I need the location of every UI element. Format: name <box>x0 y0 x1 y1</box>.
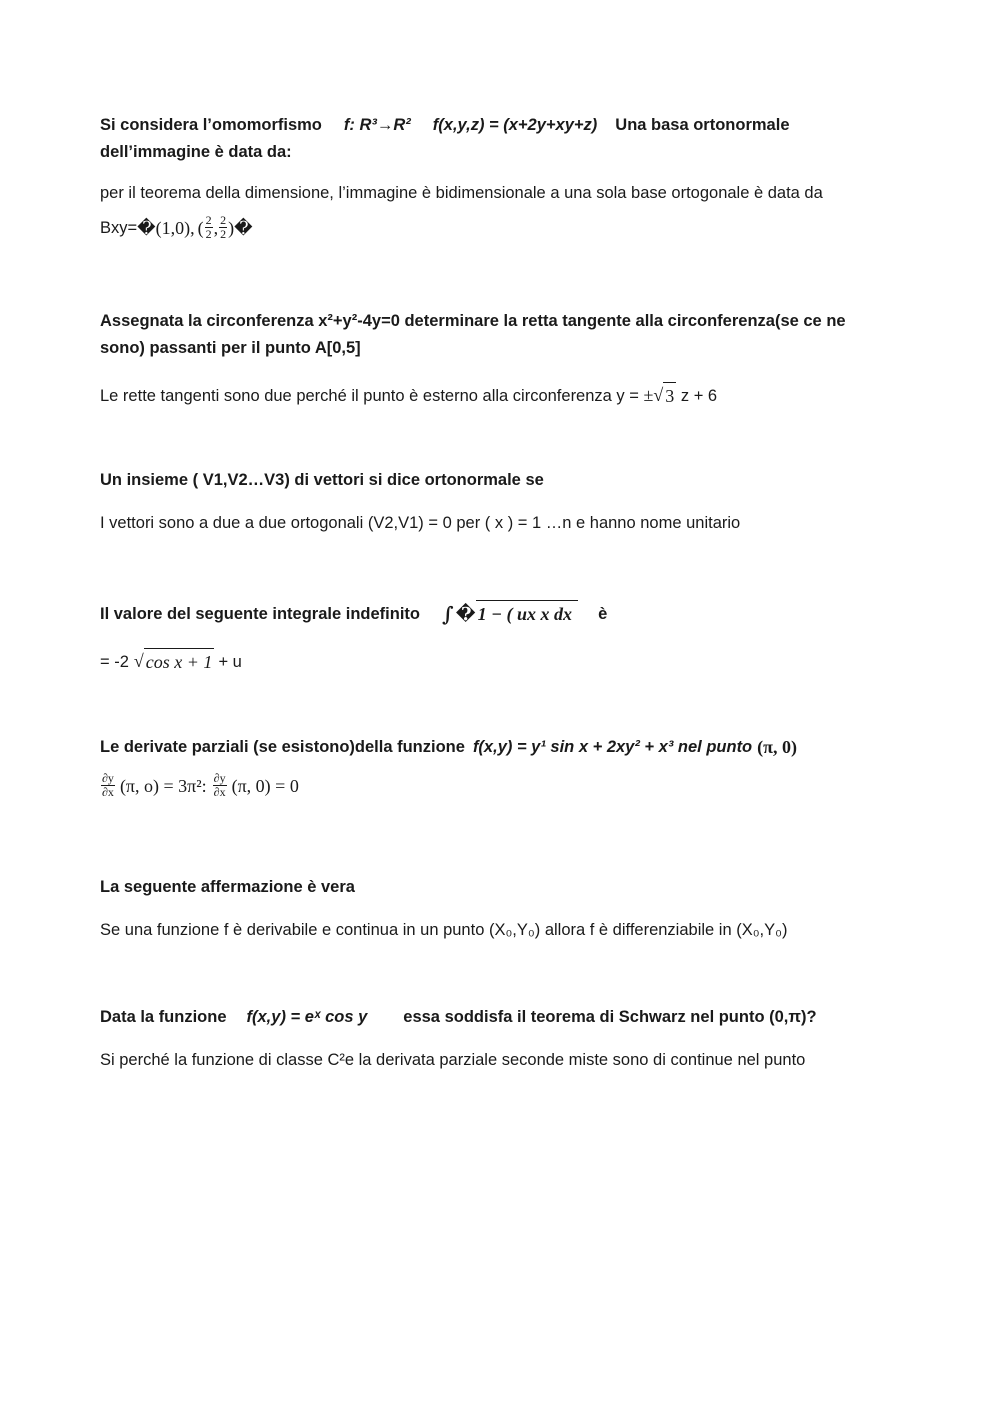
question-1 <box>100 112 890 166</box>
question-1-line-1 <box>100 112 890 139</box>
question-1-text: Si considera l’omomorfismo <box>100 116 322 134</box>
answer-4-sqrt: √ cos x + 1 <box>134 648 215 675</box>
question-5-text: Le derivate parziali (se esistono)della funzione <box>100 738 465 756</box>
answer-4 <box>100 648 890 675</box>
question-7-end: essa soddisfa il teorema di Schwarz nel punto (0,π)? <box>403 1008 817 1026</box>
question-5-point: (π, 0) <box>757 737 797 757</box>
answer-1-vector-1: (1,0), <box>155 217 195 238</box>
question-2-line-2: sono) passanti per il punto A[0,5] <box>100 339 361 357</box>
question-7-function: f(x,y) = eˣ cos y <box>246 1008 368 1026</box>
question-4-glyph: � <box>455 603 476 624</box>
question-4-end: è <box>598 604 608 623</box>
question-4 <box>100 600 890 628</box>
answer-5 <box>100 772 890 799</box>
question-2-line-1: Assegnata la circonferenza x²+y²-4y=0 determinare la retta tangente alla circonferenza(se ce ne <box>100 312 846 330</box>
answer-5-part-2: (π, 0) = 0 <box>231 775 299 796</box>
answer-2-sqrt: √ 3 <box>653 382 676 409</box>
answer-1-comma: , <box>213 217 219 238</box>
answer-5-part-1: (π, o) = 3π²: <box>119 775 207 796</box>
question-7-start: Data la funzione <box>100 1008 227 1026</box>
answer-2-tail: z + 6 <box>680 387 718 405</box>
answer-5-derivative-2: $\frac{\partial y}{\partial x}$ <box>213 771 226 799</box>
answer-6: Se una funzione f è derivabile e continua in un punto (X₀,Y₀) allora f è differenziabile in (X₀,Y₀) <box>100 921 788 939</box>
answer-1-fraction-b: $\frac{2}{2}$ <box>220 213 227 241</box>
answer-1-glyph-close: � <box>234 217 253 238</box>
answer-2 <box>100 382 890 409</box>
answer-5-derivative-1: $\frac{\partial y}{\partial x}$ <box>102 771 114 799</box>
answer-1-line-1: per il teorema della dimensione, l’immagine è bidimensionale a una sola base ortogonale è data da <box>100 184 823 202</box>
question-6: La seguente affermazione è vera <box>100 878 355 896</box>
question-1-end: Una basa ortonormale <box>615 116 790 134</box>
answer-1-glyph-open: � <box>137 217 156 238</box>
question-4-integrand: 1 − ( ux x dx <box>476 600 578 628</box>
answer-1 <box>100 180 890 241</box>
answer-1-prefix: Bxy= <box>100 218 138 237</box>
answer-3: I vettori sono a due a due ortogonali (V2,V1) = 0 per ( x ) = 1 …n e hanno nome unitario <box>100 514 741 532</box>
answer-4-prefix: = -2 <box>100 652 129 671</box>
answer-2-text: Le rette tangenti sono due perché il punto è esterno alla circonferenza y = <box>100 387 639 405</box>
question-1-line-2: dell’immagine è data da: <box>100 143 292 161</box>
question-4-text: Il valore del seguente integrale indefinito <box>100 604 420 623</box>
question-7 <box>100 1004 890 1031</box>
question-1-function: f(x,y,z) = (x+2y+xy+z) <box>432 116 598 134</box>
answer-4-tail: + u <box>218 652 242 671</box>
integral-sign: ∫ <box>442 601 454 626</box>
answer-1-line-2: Bxy= � (1,0), ( $\frac{2}{2}$ , $\frac{2}{2}$ ) � <box>100 213 253 241</box>
answer-1-fraction-a: $\frac{2}{2}$ <box>205 213 212 241</box>
question-3: Un insieme ( V1,V2…V3) di vettori si dice ortonormale se <box>100 471 544 489</box>
question-1-map: f: R³→R² <box>343 116 411 134</box>
question-2 <box>100 308 890 362</box>
answer-7: Si perché la funzione di classe C²e la derivata parziale seconde miste sono di continue nel punto <box>100 1051 806 1069</box>
answer-2-plus-minus: ± <box>643 385 654 405</box>
question-5 <box>100 734 890 761</box>
question-5-function: f(x,y) = y¹ sin x + 2xy² + x³ nel punto <box>472 738 753 756</box>
